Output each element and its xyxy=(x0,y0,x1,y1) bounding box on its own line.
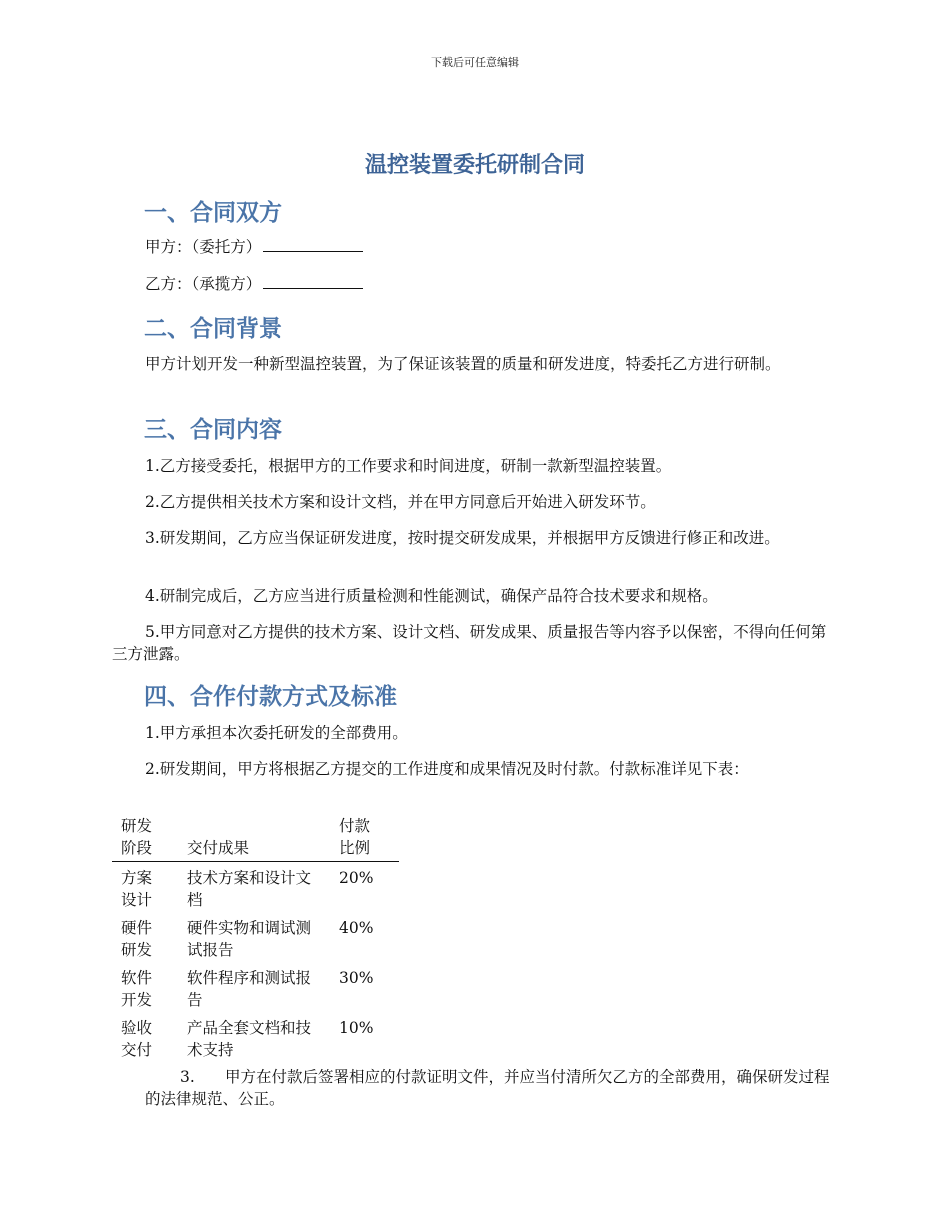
content-item-4: 4.研制完成后，乙方应当进行质量检测和性能测试，确保产品符合技术要求和规格。 xyxy=(145,587,718,605)
background-paragraph: 甲方计划开发一种新型温控装置，为了保证该装置的质量和研发进度，特委托乙方进行研制。 xyxy=(145,355,781,373)
table-cell-stage: 硬件研发 xyxy=(121,919,153,959)
payment-table xyxy=(112,815,399,1062)
table-cell-ratio: 30% xyxy=(339,969,374,987)
table-cell-ratio: 40% xyxy=(339,919,374,937)
payment-item-3-number: 3. xyxy=(180,1068,195,1086)
table-cell-deliverable: 硬件实物和调试测试报告 xyxy=(187,919,312,959)
content-item-5: 5.甲方同意对乙方提供的技术方案、设计文档、研发成果、质量报告等内容予以保密，不得向任何第三方泄露。 xyxy=(112,623,827,663)
table-header-ratio: 付款比例 xyxy=(339,815,399,862)
table-cell-deliverable: 产品全套文档和技术支持 xyxy=(187,1019,312,1059)
payment-table-header-row xyxy=(112,815,399,862)
table-cell-stage: 方案设计 xyxy=(121,869,153,909)
payment-item-3-text: 甲方在付款后签署相应的付款证明文件，并应当付清所欠乙方的全部费用，确保研发过程的法律规范、公正。 xyxy=(145,1068,830,1108)
table-row xyxy=(112,1012,399,1062)
payment-item-2: 2.研发期间，甲方将根据乙方提交的工作进度和成果情况及时付款。付款标准详见下表： xyxy=(145,760,749,778)
party-a-blank[interactable] xyxy=(263,237,363,252)
party-b-line xyxy=(145,273,363,295)
table-cell-deliverable: 技术方案和设计文档 xyxy=(187,869,312,909)
party-b-label: 乙方：（承揽方） xyxy=(145,275,262,293)
table-cell-ratio: 20% xyxy=(339,869,374,887)
party-a-label: 甲方：（委托方） xyxy=(145,238,262,256)
content-item-2: 2.乙方提供相关技术方案和设计文档，并在甲方同意后开始进入研发环节。 xyxy=(145,493,656,511)
section-heading-parties: 一、合同双方 xyxy=(144,200,282,226)
table-row xyxy=(112,912,399,962)
table-cell-stage: 软件开发 xyxy=(121,969,153,1009)
table-cell-stage: 验收交付 xyxy=(121,1019,153,1059)
content-item-3: 3.研发期间，乙方应当保证研发进度，按时提交研发成果，并根据甲方反馈进行修正和改进。 xyxy=(145,529,780,547)
table-header-deliverable: 交付成果 xyxy=(187,815,339,862)
table-row xyxy=(112,862,399,913)
section-heading-background: 二、合同背景 xyxy=(144,316,282,342)
table-cell-deliverable: 软件程序和测试报告 xyxy=(187,969,312,1009)
content-item-1: 1.乙方接受委托，根据甲方的工作要求和时间进度，研制一款新型温控装置。 xyxy=(145,457,672,475)
payment-item-3 xyxy=(145,1066,835,1110)
payment-item-1: 1.甲方承担本次委托研发的全部费用。 xyxy=(145,724,408,742)
section-heading-content: 三、合同内容 xyxy=(144,417,282,443)
document-title: 温控装置委托研制合同 xyxy=(364,153,585,178)
table-cell-ratio: 10% xyxy=(339,1019,374,1037)
section-heading-payment: 四、合作付款方式及标准 xyxy=(144,684,397,710)
table-header-stage: 研发阶段 xyxy=(112,815,187,862)
party-a-line xyxy=(145,236,363,258)
party-b-blank[interactable] xyxy=(263,274,363,289)
table-row xyxy=(112,962,399,1012)
page-header-note: 下载后可任意编辑 xyxy=(431,56,519,69)
